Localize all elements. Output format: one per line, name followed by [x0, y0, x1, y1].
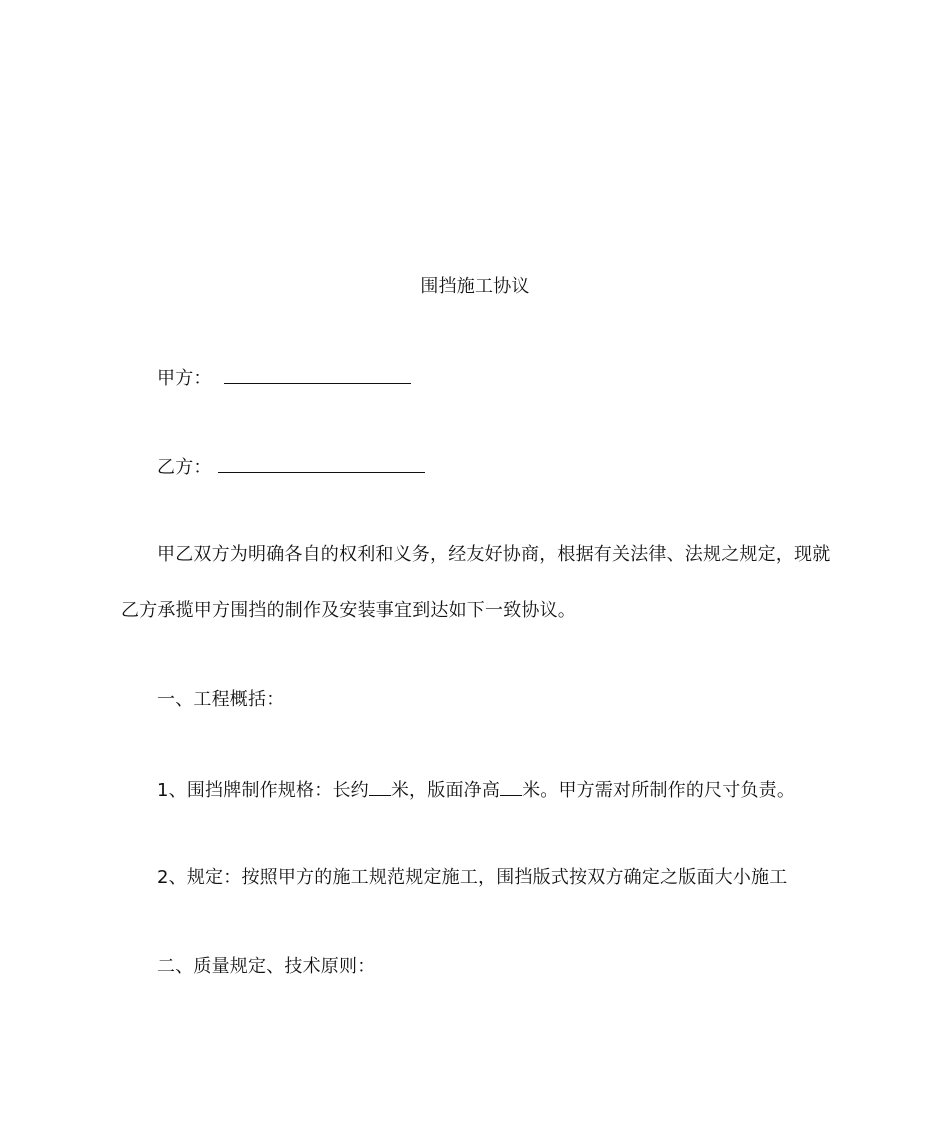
party-a-blank — [224, 365, 411, 384]
party-b-blank — [218, 454, 425, 473]
intro-line-1: 甲乙双方为明确各自的权利和义务，经友好协商，根据有关法律、法规之规定，现就 — [157, 544, 831, 565]
section-2-heading: 二、质量规定、技术原则： — [157, 956, 376, 977]
section-1-heading: 一、工程概括： — [157, 689, 285, 710]
item-1-text-c: 米。甲方需对所制作的尺寸负责。 — [522, 780, 796, 801]
party-b-label: 乙方： — [157, 457, 212, 478]
length-blank — [369, 777, 391, 796]
item-1-text-b: 米，版面净高 — [390, 780, 501, 801]
item-1-line — [157, 777, 795, 803]
intro-line-2: 乙方承揽甲方围挡的制作及安装事宜到达如下一致协议。 — [121, 600, 576, 621]
item-2-line: 2、规定：按照甲方的施工规范规定施工，围挡版式按双方确定之版面大小施工 — [157, 867, 788, 888]
item-1-text-a: 1、围挡牌制作规格：长约 — [157, 780, 369, 801]
party-a-label: 甲方： — [157, 368, 212, 389]
party-b-line — [157, 454, 425, 480]
height-blank — [500, 777, 522, 796]
party-a-line — [157, 365, 411, 391]
document-title: 围挡施工协议 — [420, 276, 530, 297]
